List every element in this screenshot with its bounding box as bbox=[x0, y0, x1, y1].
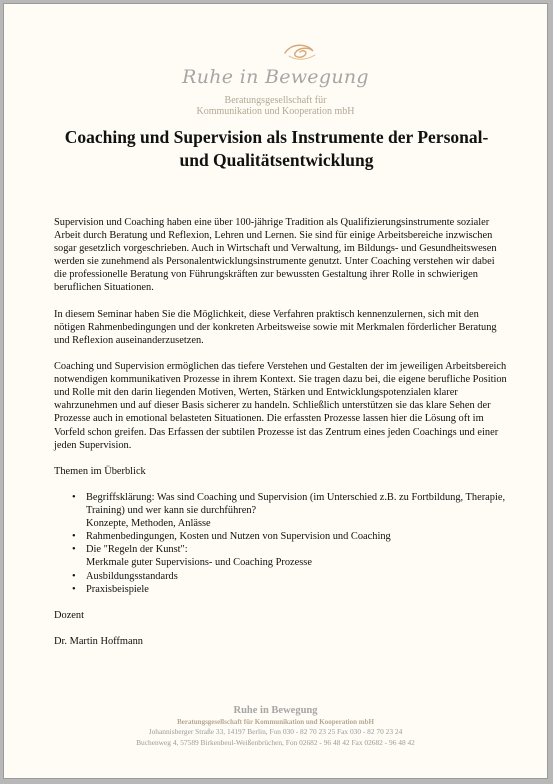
seminar-paragraph: In diesem Seminar haben Sie die Möglichkeit, diese Verfahren praktisch kennenzulernen, sich mit den nötigen Rahmenbedingungen und der konkreten Arbeitsweise sowie mit Merkmalen förderlicher Beratung und Reflexion auseinanderzusetzen. bbox=[54, 308, 497, 346]
document-body bbox=[54, 216, 509, 661]
list-item-sub: Merkmale guter Supervisions- und Coaching Prozesse bbox=[86, 557, 312, 569]
footer-company-name: Ruhe in Bewegung bbox=[233, 705, 318, 716]
bullet-icon: • bbox=[72, 570, 76, 582]
lecturer-heading: Dozent bbox=[54, 609, 85, 621]
list-item bbox=[72, 491, 509, 530]
letterhead-footer bbox=[4, 704, 547, 748]
list-item-sub: Konzepte, Methoden, Anlässe bbox=[86, 518, 211, 530]
company-subtitle-line2: Kommunikation und Kooperation mbH bbox=[196, 106, 355, 117]
title-line1: Coaching und Supervision als Instrumente der Personal- bbox=[64, 127, 489, 147]
company-subtitle-line1: Beratungsgesellschaft für bbox=[224, 95, 327, 106]
footer-address-birkenbeul: Buchenweg 4, 57589 Birkenbeul-Weißenbrüchen, Fon 02682 - 96 48 42 Fax 02682 - 96 48 42 bbox=[136, 737, 415, 747]
purpose-paragraph: Coaching und Supervision ermöglichen das tiefere Verstehen und Gestalten der im jeweiligen Arbeitsbereich notwendigen kommunikativen Prozesse in ihrem Kontext. Sie tragen dazu bei, die eigene berufliche Position und Rolle mit den darin liegenden Motiven, Werten, Stärken und Entwicklungspotenzialen klarer wahrzunehmen und auf dieser Basis sicherer zu handeln. Schließlich unterstützen sie das klare Sehen der Prozesse auch in emotional belasteten Situationen. Die erfassten Prozesse lassen hier die Lösung oft im Vorfeld schon greifen. Das Erfassen der subtilen Prozesse ist das Zentrum eines jeden Coachings und einer jeden Supervision. bbox=[54, 361, 507, 451]
list-item bbox=[72, 570, 509, 583]
list-item bbox=[72, 543, 509, 569]
company-logo-name: Ruhe in Bewegung bbox=[182, 66, 369, 88]
list-item-main: Rahmenbedingungen, Kosten und Nutzen von Supervision und Coaching bbox=[86, 531, 391, 543]
document-page bbox=[3, 3, 548, 779]
bullet-icon: • bbox=[72, 583, 76, 595]
bullet-icon: • bbox=[72, 491, 76, 503]
intro-paragraph: Supervision und Coaching haben eine über 100-jährige Tradition als Qualifizierungsinstrumente sozialer Arbeit durch Beratung und Reflexion, Lehren und Lernen. Sie sind für einige Arbeitsbereiche inzwischen sogar gesetzlich vorgeschrieben. Auch in Wirtschaft und Verwaltung, im Bildungs- und Gesundheitswesen werden sie zunehmend als Personalentwicklungsinstrumente genutzt. Unter Coaching verstehen wir dabei die professionelle Beratung von Führungskräften zur bewussten Gestaltung ihrer Rolle in schwierigen beruflichen Situationen. bbox=[54, 217, 497, 294]
bullet-icon: • bbox=[72, 531, 76, 543]
list-item-main: Die "Regeln der Kunst": bbox=[86, 544, 188, 556]
list-item-main: Ausbildungsstandards bbox=[86, 570, 178, 582]
company-subtitle bbox=[4, 95, 547, 117]
bullet-icon: • bbox=[72, 544, 76, 556]
title-line2: und Qualitätsentwicklung bbox=[179, 150, 374, 170]
footer-address-berlin: Johannisberger Straße 33, 14197 Berlin, Fon 030 - 82 70 23 25 Fax 030 - 82 70 23 24 bbox=[148, 727, 403, 736]
swirl-icon bbox=[281, 41, 321, 63]
list-item bbox=[72, 583, 509, 596]
topics-heading: Themen im Überblick bbox=[54, 465, 146, 477]
document-title bbox=[34, 126, 519, 172]
list-item-main: Begriffsklärung: Was sind Coaching und Supervision (im Unterschied z.B. zu Fortbildung, Therapie, Training) und wer kann sie durchführen? bbox=[86, 491, 506, 517]
list-item-main: Praxisbeispiele bbox=[86, 583, 149, 595]
topics-list bbox=[54, 491, 509, 596]
footer-subtitle: Beratungsgesellschaft für Kommunikation und Kooperation mbH bbox=[177, 718, 374, 726]
lecturer-name: Dr. Martin Hoffmann bbox=[54, 636, 143, 647]
list-item bbox=[72, 530, 509, 543]
